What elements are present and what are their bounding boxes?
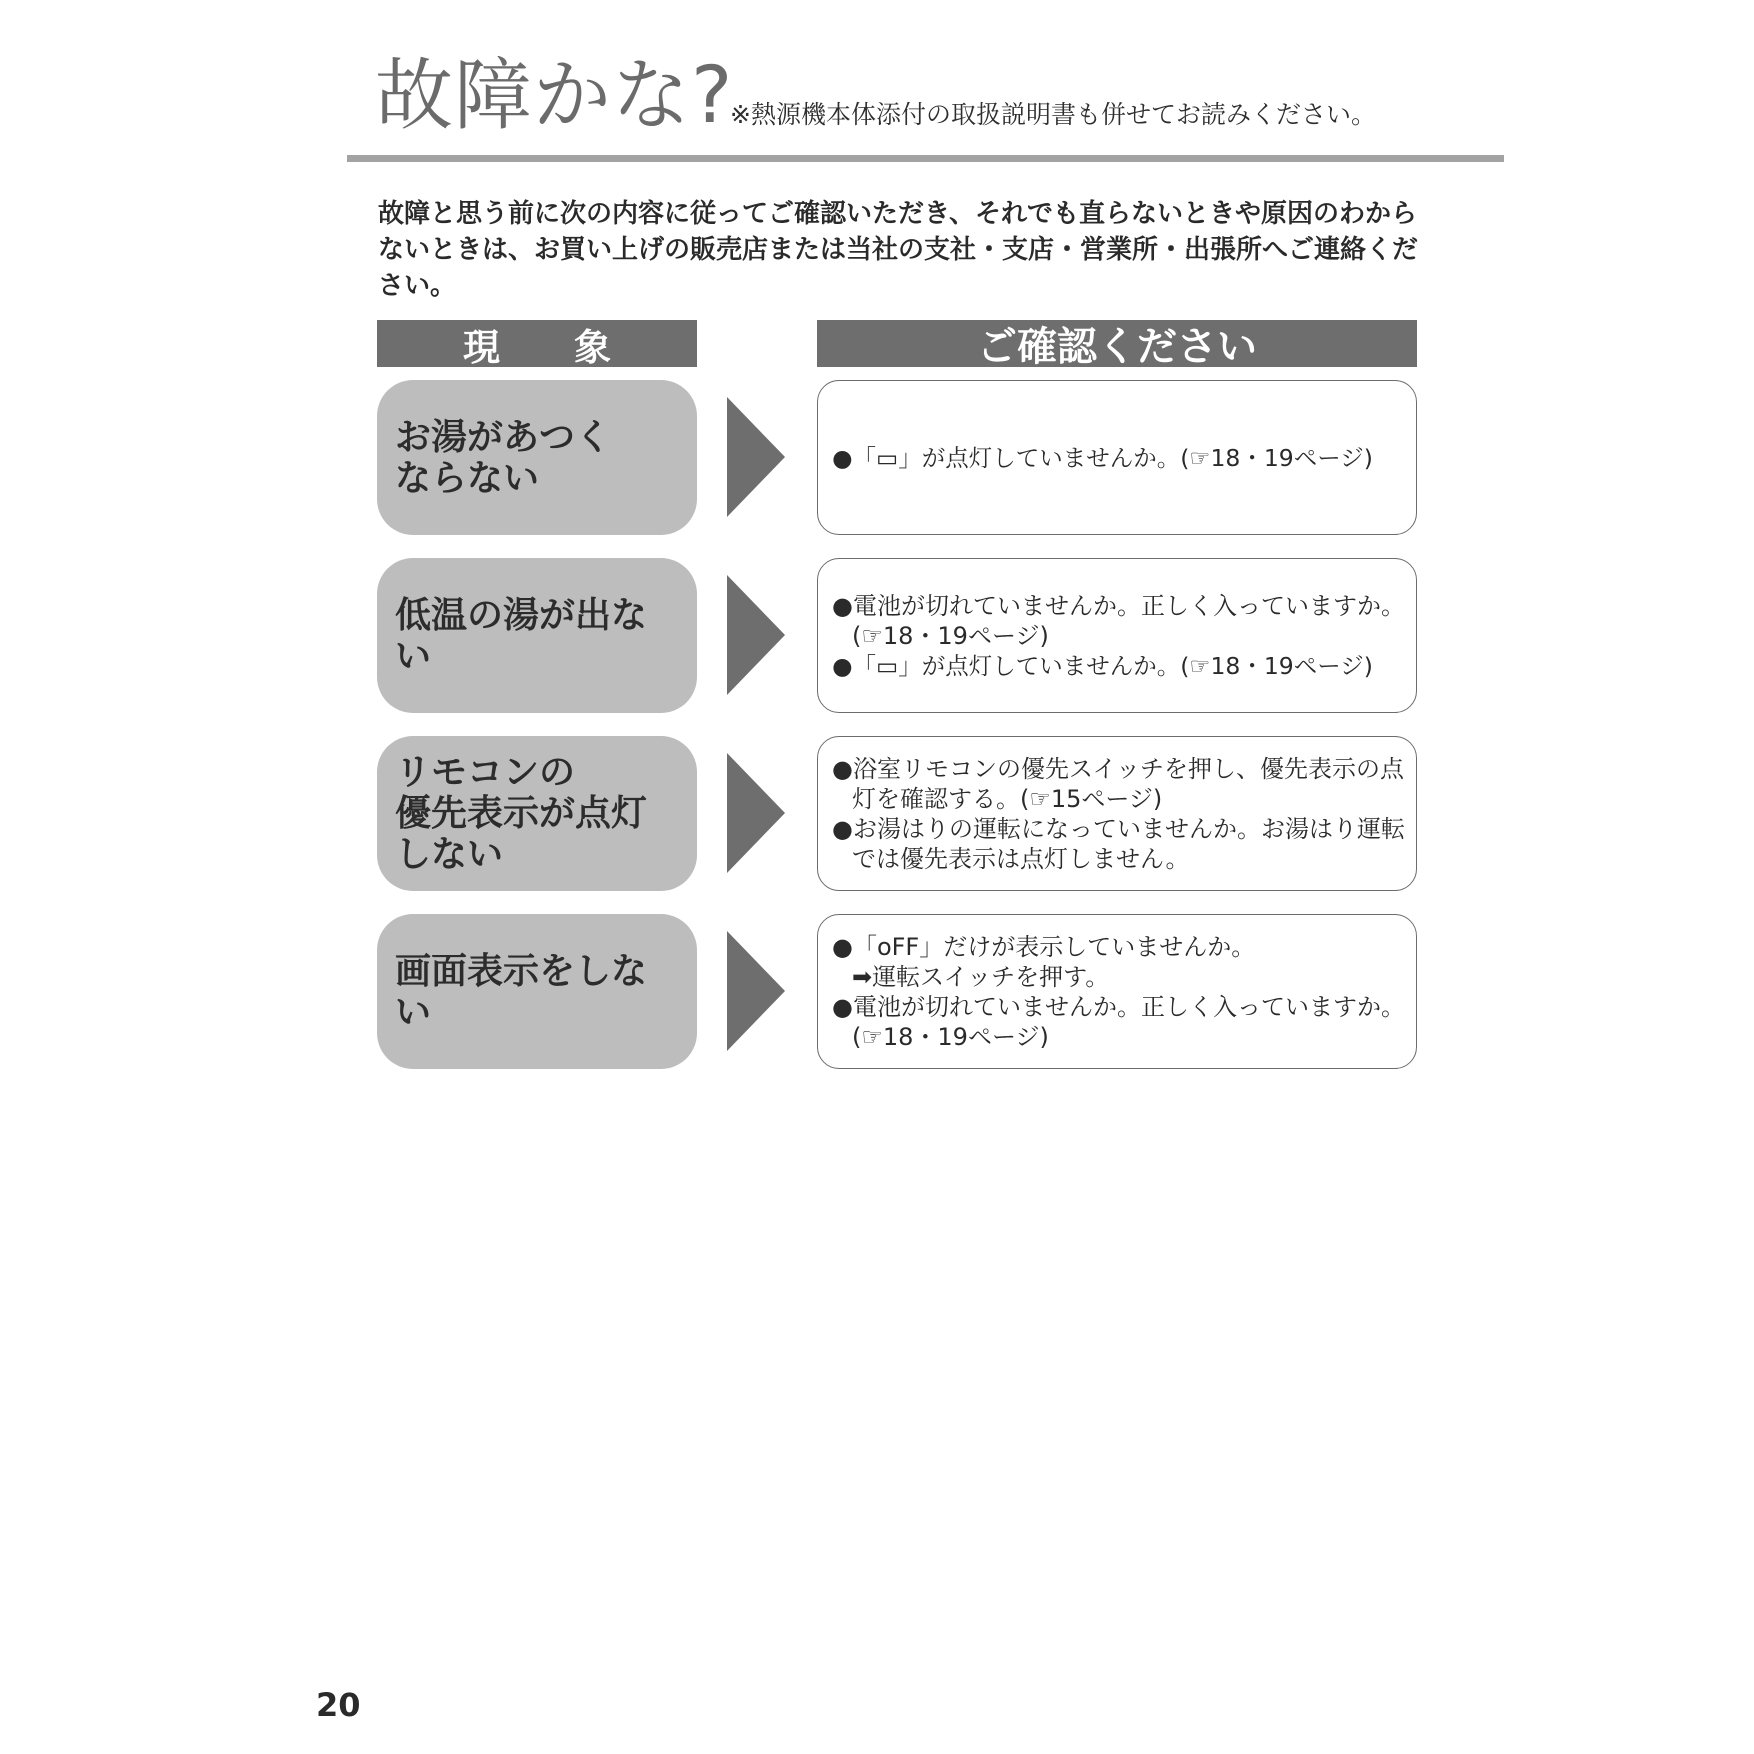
arrow-right-icon <box>727 931 785 1051</box>
symptom-box <box>377 914 697 1069</box>
arrow-right-icon <box>727 753 785 873</box>
check-line: (☞18・19ページ) <box>852 1022 1049 1051</box>
check-line: ●「▭」が点灯していませんか。(☞18・19ページ) <box>832 443 1373 472</box>
troubleshoot-row <box>0 380 1754 535</box>
page-title-block <box>375 50 1495 145</box>
check-line: ●お湯はりの運転になっていませんか。お湯はり運転 <box>832 814 1405 843</box>
column-header-symptom: 現 象 <box>377 320 697 367</box>
symptom-box <box>377 380 697 535</box>
title-divider <box>347 155 1504 162</box>
symptom-box <box>377 736 697 891</box>
symptom-label: 画面表示をしない <box>395 950 648 1033</box>
troubleshoot-row <box>0 558 1754 713</box>
check-box <box>817 914 1417 1069</box>
troubleshoot-row <box>0 914 1754 1069</box>
symptom-label: リモコンの 優先表示が点灯 しない <box>395 752 648 875</box>
column-header-check: ご確認ください <box>817 320 1417 367</box>
arrow-right-icon <box>727 575 785 695</box>
page-title: 故障かな? <box>375 51 734 141</box>
check-box <box>817 736 1417 891</box>
symptom-label: 低温の湯が出ない <box>395 594 648 677</box>
check-line: では優先表示は点灯しません。 <box>852 844 1190 873</box>
symptom-box <box>377 558 697 713</box>
troubleshoot-row <box>0 736 1754 891</box>
check-line: 灯を確認する。(☞15ページ) <box>852 784 1163 813</box>
check-line: ➡運転スイッチを押す。 <box>852 962 1110 991</box>
check-line: ●「▭」が点灯していませんか。(☞18・19ページ) <box>832 651 1373 680</box>
check-line: ●電池が切れていませんか。正しく入っていますか。 <box>832 591 1405 620</box>
symptom-label: お湯があつく ならない <box>395 416 612 499</box>
check-line: (☞18・19ページ) <box>852 621 1049 650</box>
page-number: 20 <box>316 1686 361 1724</box>
arrow-right-icon <box>727 397 785 517</box>
intro-paragraph: 故障と思う前に次の内容に従ってご確認いただき、それでも直らないときや原因のわからないときは、お買い上げの販売店または当社の支社・支店・営業所・出張所へご連絡ください。 <box>378 199 1419 301</box>
check-line: ●浴室リモコンの優先スイッチを押し、優先表示の点 <box>832 754 1404 783</box>
check-box <box>817 558 1417 713</box>
page-title-note: ※熱源機本体添付の取扱説明書も併せてお読みください。 <box>730 100 1376 129</box>
check-line: ●「oFF」だけが表示していませんか。 <box>832 932 1256 961</box>
check-box <box>817 380 1417 535</box>
check-line: ●電池が切れていませんか。正しく入っていますか。 <box>832 992 1405 1021</box>
